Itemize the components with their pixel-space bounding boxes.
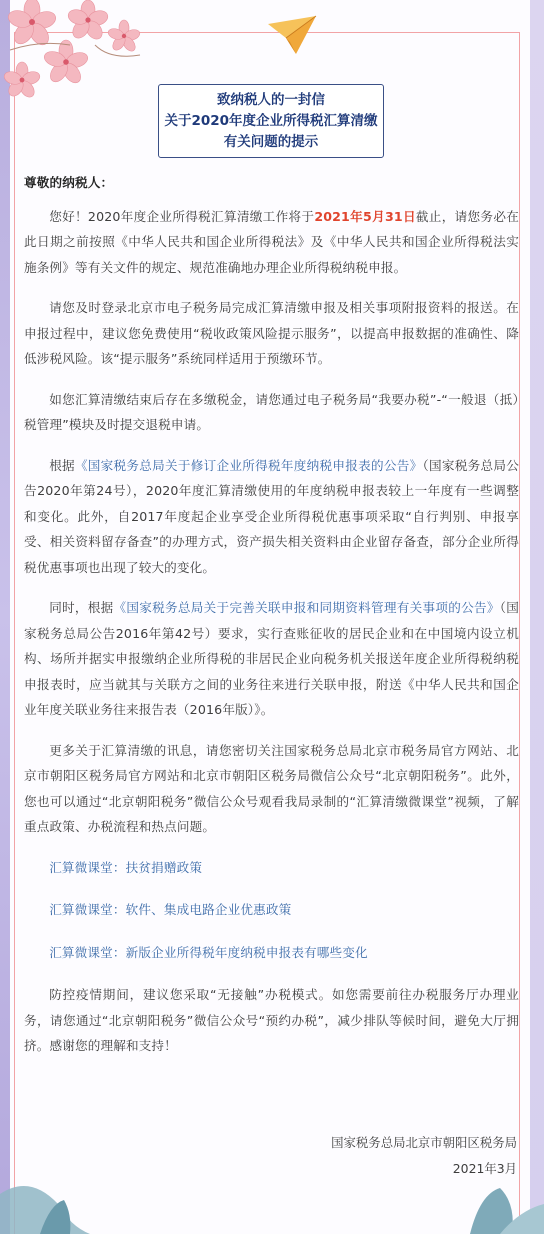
paragraph-form-changes-text-a: 根据 <box>49 457 75 473</box>
paragraph-more-info: 更多关于汇算清缴的讯息，请您密切关注国家税务总局北京市税务局官方网站、北京市朝阳区税务局官方网站和北京市朝阳区税务局微信公众号“北京朝阳税务”。此外，您也可以通过“北京朝阳税务”微信公众号观看我局录制的“汇算清缴微课堂”视频，了解重点政策、办税流程和热点问题。 <box>24 742 519 834</box>
title-line-2: 关于2020年度企业所得税汇算清缴 <box>164 112 378 129</box>
paragraph-related-party-text-b: （国家税务总局公告2016年第42号）要求，实行查账征收的居民企业和在中国境内设立机构、场所并据实申报缴纳企业所得税的非居民企业向税务机关报送年度企业所得税纳税申报表时，应当就其与关联方之间的业务往来进行关联申报，附送《中华人民共和国企业年度关联业务往来报告表（2016年版）》。 <box>24 600 520 717</box>
letter-body <box>24 170 519 1074</box>
left-border-strip <box>0 0 10 1234</box>
paragraph-epidemic: 防控疫情期间，建议您采取“无接触”办税模式。如您需要前往办税服务厅办理业务，请您通过“北京朝阳税务”微信公众号“预约办税”，减少排队等候时间，避免大厅拥挤。感谢您的理解和支持！ <box>24 987 519 1053</box>
paragraph-form-changes-text-b: （国家税务总局公告2020年第24号），2020年度汇算清缴使用的年度纳税申报表较上一年度有一些调整和变化。此外，自2017年度起企业享受企业所得税优惠事项采取“自行判别、申报享受、相关资料留存备查”的办理方式，资产损失相关资料由企业留存备查，部分企业所得税优惠事项也出现了较大的变化。 <box>24 457 519 575</box>
paragraph-related-party <box>24 595 519 723</box>
signature-date: 2021年3月 <box>452 1161 517 1176</box>
paragraph-form-changes <box>24 453 519 581</box>
announcement-2016-42-link[interactable]: 《国家税务总局关于完善关联申报和同期资料管理有关事项的公告》 <box>113 600 500 615</box>
paragraph-e-tax-filing: 请您及时登录北京市电子税务局完成汇算清缴申报及相关事项附报资料的报送。在申报过程中，建议您免费使用“税收政策风险提示服务”，以提高申报数据的准确性、降低涉税风险。该“提示服务”系统同样适用于预缴环节。 <box>24 300 519 366</box>
course-link-poverty-donation[interactable]: 汇算微课堂：扶贫捐赠政策 <box>49 859 203 875</box>
paragraph-deadline-text-b: 截止，请您务必在此日期之前按照《中华人民共和国企业所得税法》及《中华人民共和国企业所得税法实施条例》等有关文件的规定、规范准确地办理企业所得税纳税申报。 <box>24 208 519 275</box>
signature-org: 国家税务总局北京市朝阳区税务局 <box>331 1135 517 1150</box>
paragraph-refund: 如您汇算清缴结束后存在多缴税金，请您通过电子税务局“我要办税”-“一般退（抵）税管理”模块及时提交退税申请。 <box>24 391 519 432</box>
salutation: 尊敬的纳税人： <box>24 175 114 190</box>
paper-plane-icon <box>266 14 318 58</box>
paragraph-deadline <box>24 204 519 281</box>
bottom-wave-decoration <box>0 1164 544 1234</box>
title-line-3: 有关问题的提示 <box>223 133 319 150</box>
paragraph-related-party-text-a: 同时，根据 <box>49 600 114 615</box>
deadline-date: 2021年5月31日 <box>314 208 416 224</box>
flowers-decoration <box>0 0 150 110</box>
announcement-2020-24-link[interactable]: 《国家税务总局关于修订企业所得税年度纳税申报表的公告》 <box>74 457 423 473</box>
paragraph-deadline-text-a: 您好！2020年度企业所得税汇算清缴工作将于 <box>49 208 315 224</box>
course-link-software-ic[interactable]: 汇算微课堂：软件、集成电路企业优惠政策 <box>49 902 292 917</box>
right-border-strip <box>530 0 544 1234</box>
title-line-1: 致纳税人的一封信 <box>217 91 325 108</box>
course-link-new-form-changes[interactable]: 汇算微课堂：新版企业所得税年度纳税申报表有哪些变化 <box>49 944 368 960</box>
letter-title-box <box>158 84 384 158</box>
